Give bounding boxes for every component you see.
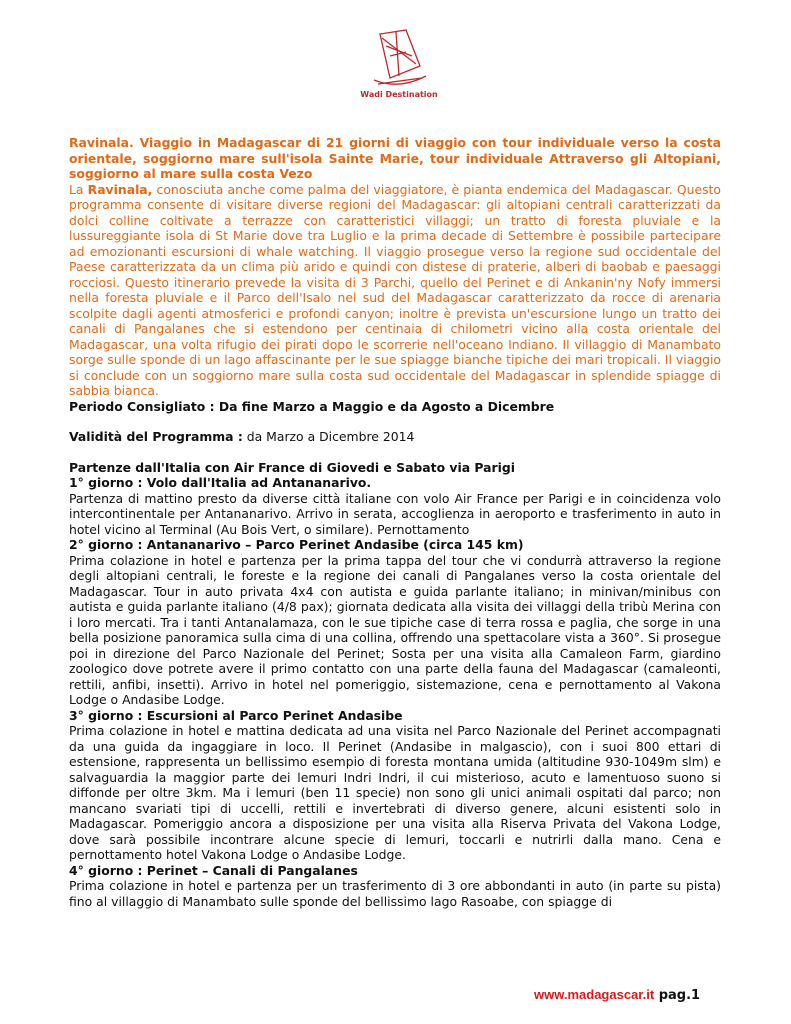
day-4-text: Prima colazione in hotel e partenza per un trasferimento di 3 ore abbondanti in auto (in parte su pista) fino al villaggio di Manambato sulle sponde del bellissimo lago Rasoabe, con spiagge di	[69, 878, 721, 909]
day-3-text: Prima colazione in hotel e mattina dedicata ad una visita nel Parco Nazionale del Perinet accompagnati da una guida da ingaggiare in loco. Il Perinet (Andasibe in malgascio), con i suoi 800 ettari di estensione, rappresenta un bellissimo esempio di foresta montana umida (altitudine 930-1049m slm) e salvaguardia la maggior parte dei lemuri Indri Indri, il cui misterioso, acuto e lamentuoso suono si diffonde per oltre 3km. Ma i lemuri (ben 11 specie) non sono gli unici animali ospitati dal parco; non mancano svariati tipi di uccelli, rettili e invertebrati di diverso genere, alcuni esistenti solo in Madagascar. Pomeriggio ancora a disposizione per una visita alla Riserva Privata del Vakona Lodge, dove sarà possibile incontrare alcune specie di lemuri, toccarli e nutrirli dalla mano. Cena e pernottamento hotel Vakona Lodge o Andasibe Lodge.	[69, 723, 721, 862]
intro-ravinala: Ravinala,	[87, 181, 153, 197]
footer-url-link[interactable]: www.madagascar.it	[534, 987, 655, 1002]
partenze: Partenze dall'Italia con Air France di Giovedi e Sabato via Parigi	[69, 459, 515, 475]
day-1-text: Partenza di mattino presto da diverse città italiane con volo Air France per Parigi e in coincidenza volo intercontinentale per Antananarivo. Arrivo in serata, accoglienza in aeroporto e trasferimento in auto in hotel vicino al Terminal (Au Bois Vert, o similare). Pernottamento	[69, 490, 721, 537]
intro-paragraph	[69, 182, 721, 399]
intro-la: La	[69, 181, 88, 197]
day-3-heading: 3° giorno : Escursioni al Parco Perinet Andasibe	[69, 707, 403, 723]
footer-page-number: 1	[691, 988, 701, 1003]
day-2-heading: 2° giorno : Antananarivo – Parco Perinet Andasibe (circa 145 km)	[69, 537, 524, 552]
footer	[534, 987, 700, 1003]
periodo-consigliato: Periodo Consigliato : Da fine Marzo a Maggio e da Agosto a Dicembre	[69, 398, 555, 414]
validita-label: Validità del Programma :	[69, 429, 243, 444]
validita-value: da Marzo a Dicembre 2014	[242, 429, 415, 444]
document-body	[69, 135, 721, 909]
validita	[69, 429, 721, 445]
intro-title: Ravinala. Viaggio in Madagascar di 21 giorni di viaggio con tour individuale verso la costa orientale, soggiorno mare sull'isola Sainte Marie, tour individuale Attraverso gli Altopiani, soggiorno al mare sulla costa Vezo	[69, 135, 721, 181]
day-2-text: Prima colazione in hotel e partenza per la prima tappa del tour che vi condurrà attraverso la regione degli altopiani centrali, le foreste e la regione dei canali di Pangalanes verso la costa orientale del Madagascar. Tour in auto privata 4x4 con autista e guida parlante italiano; in minivan/minibus con autista e guida parlante italiano (4/8 pax); giornata dedicata alla visita dei villaggi della tribù Merina con i loro mercati. Tra i tanti Antanalamaza, con le sue tipiche case di terra rossa e paglia, che sorge in una bella posizione panoramica sulla cima di una collina, offrendo una spettacolare vista a 360°. Si prosegue poi in direzione del Parco Nazionale del Perinet; Sosta per una visita alla Camaleon Farm, giardino zoologico dove potrete avere il primo contatto con una parte della fauna del Madagascar (camaleonti, rettili, anfibi, insetti). Arrivo in hotel nel pomeriggio, sistemazione, cena e pernottamento al Vakona Lodge o Andasibe Lodge.	[69, 552, 721, 707]
intro-body: conosciuta anche come palma del viaggiatore, è pianta endemica del Madagascar. Questo programma consente di visitare diverse regioni del Madagascar: gli altopiani centrali caratterizzati da dolci colline coltivate a terrazze con caratteristici villaggi; un tratto di foresta pluviale e la lussureggiante isola di St Marie dove tra Luglio e la prima decade di Settembre è possibile partecipare ad emozionanti escursioni di whale watching. Il viaggio prosegue verso la regione sud occidentale del Paese caratterizzata da un clima più arido e quindi con distese di praterie, alberi di baobab e paesaggi rocciosi. Questo itinerario prevede la visita di 3 Parchi, quello del Perinet e di Ankanin'ny Nofy immersi nella foresta pluviale e il Parco dell'Isalo nel sud del Madagascar caratterizzato da rocce di arenaria scolpite dagli agenti atmosferici e profondi canyon; inoltre è prevista un'escursione lungo un tratto dei canali di Pangalanes che si estendono per centinaia di chilometri vicino alla costa orientale del Madagascar, una volta rifugio dei pirati dopo le scorrerie nell'oceano Indiano. Il villaggio di Manambato sorge sulle sponde di un lago affascinante per le sue spiagge bianche tipiche dei mari tropicali. Il viaggio si conclude con un soggiorno mare sulla costa sud occidentale del Madagascar in splendide spiagge di sabbia bianca.	[69, 181, 721, 398]
logo-text: Wadi Destination	[360, 90, 438, 99]
footer-page-label: pag.	[654, 988, 692, 1003]
day-1-heading: 1° giorno : Volo dall'Italia ad Antananarivo.	[69, 475, 372, 490]
day-4-heading: 4° giorno : Perinet – Canali di Pangalanes	[69, 862, 358, 878]
